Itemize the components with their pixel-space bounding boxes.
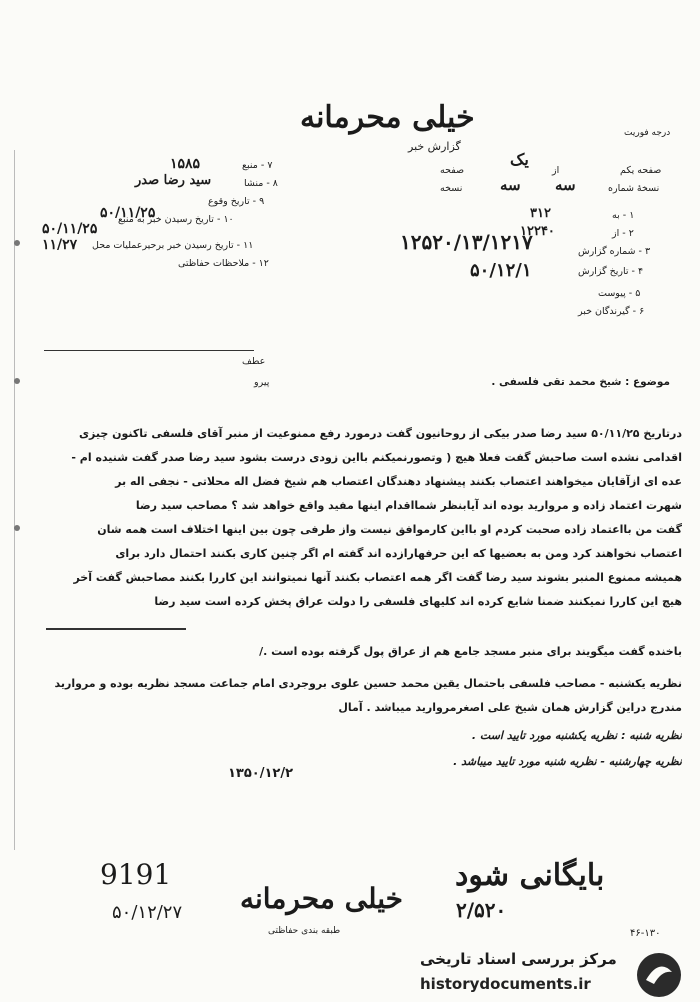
archive-stamp: بایگانی شود	[455, 858, 605, 893]
field-security-notes-label: ۱۲ - ملاحظات حفاظتی	[178, 258, 269, 269]
field-report-date-label: ۴ - تاریخ گزارش	[578, 266, 644, 277]
body-line: اقدامی نشده است صاحبش گفت فعلا هیچ ( وتصورنمیکنم بااین زودی درست بشود سید رضا صدر گفت شنیده ام -	[71, 451, 682, 464]
field-origin-label: ۸ - منشا	[244, 178, 278, 189]
note-line: نظریه یکشنبه - مصاحب فلسفی باحتمال یقین محمد حسین علوی بروجردی امام جماعت مسجد نظریه بوده و مروارید	[54, 677, 682, 690]
body-line: درتاریخ ۵۰/۱۱/۲۵ سید رضا صدر بیکی از روحانیون گفت درمورد رفع ممنوعیت از منبر آقای فلسفی تاکنون چیزی	[78, 427, 682, 440]
field-to-label: ۱ - به	[612, 210, 635, 221]
date-note: ۱۳۵۰/۱۲/۲	[228, 766, 294, 781]
peyro-label: پیرو	[254, 377, 270, 388]
page-value: یک	[510, 150, 529, 169]
field-source-label: ۷ - منبع	[242, 160, 273, 171]
copy-word: نسخه	[440, 183, 463, 194]
file-number: ۲/۵۲۰	[456, 898, 507, 922]
field-recipients-label: ۶ - گیرندگان خبر	[578, 306, 645, 317]
field-received-ops-label: ۱۱ - تاریخ رسیدن خبر برحیرعملیات محل	[92, 240, 254, 251]
field-occurrence-date-label: ۹ - تاریخ وقوع	[208, 196, 265, 207]
field-from-value: ۱۲۲۴۰	[520, 224, 555, 239]
copy-label: نسخهٔ شماره	[608, 183, 660, 194]
note-line: مندرج دراین گزارش همان شیخ علی اصغرمروارید میباشد . آمال	[338, 701, 682, 714]
field-attachment-label: ۵ - پیوست	[598, 288, 641, 299]
hand-date: ۵۰/۱۲/۲۷	[112, 902, 183, 923]
note-line: نظریه شنبه : نظریه یکشنبه مورد تایید است .	[471, 729, 682, 742]
field-source-value: ۱۵۸۵	[170, 156, 201, 172]
body-line: هیچ این کاررا نمیکنند ضمنا شایع کرده اند کلیهای فلسفی را دولت عراق پخش کرده است سید رضا	[154, 595, 682, 608]
body-line: باخنده گفت میگویند برای منبر مسجد جامع هم از عراق پول گرفته بوده است ./	[259, 645, 682, 658]
dash-line	[46, 628, 186, 630]
page-of-label: از	[552, 165, 560, 176]
copy-value: سه	[555, 176, 576, 194]
field-received-source-value: ۵۰/۱۱/۲۵	[42, 221, 98, 237]
priority-label: درجه فوریت	[624, 128, 671, 138]
field-origin-value: سید رضا صدر	[135, 173, 212, 188]
divider	[44, 350, 254, 351]
field-from-label: ۲ - از	[612, 228, 634, 239]
hand-number: 9191	[100, 858, 172, 891]
atf-label: عطف	[242, 356, 266, 367]
body-line: شهرت اعتماد زاده و مروارید بوده اند آیابنظر شمااقدام اینها مفید واقع خواهد شد ؟ مصاحب سید رضا	[135, 499, 682, 512]
page-word: صفحه	[440, 165, 465, 176]
org-name: مرکز بررسی اسناد تاریخی	[420, 950, 617, 968]
punch-hole	[14, 240, 20, 246]
body-line: عده ای ازآقایان میخواهند اعتصاب بکنند پیشنهاد دهندگان اعتصاب هم شیخ فضل اله محلاتی - نجفی اله بر	[115, 475, 682, 488]
title-stamp: خیلی محرمانه	[300, 100, 475, 135]
copy-of-value: سه	[500, 176, 521, 194]
field-report-date-value: ۵۰/۱۲/۱	[470, 260, 532, 281]
body-line: همیشه ممنوع المنبر بشوند سید رضا گفت اگر همه اعتصاب بکنند آنها نمیتوانند این کاررا بکنند مصاحبش گفت آخر	[73, 571, 682, 584]
report-type: گزارش خبر	[408, 140, 461, 153]
field-received-source-label: ۱۰ - تاریخ رسیدن خبر به منبع	[118, 214, 234, 225]
classification-label: طبقه بندی حفاظتی	[268, 926, 341, 936]
field-report-number-label: ۳ - شماره گزارش	[578, 246, 651, 257]
body-line: اعتصاب نخواهند کرد ومن به بعضیها که این حرفهارازده اند گفته ام اگر چنین کاری بکنند احتمال دارد برای	[115, 547, 682, 560]
body-line: گفت من بااعتماد زاده صحبت کردم او بااین کارموافق نیست واز طرفی چون بین اینها اختلاف است همه شان	[97, 523, 682, 536]
field-report-number-value: ۱۲۵۲۰/۱۳/۱۲۱۷	[400, 230, 533, 254]
site-url: historydocuments.ir	[420, 975, 591, 993]
footer-code: ۴۶-۱۳۰	[630, 928, 661, 939]
archive-logo-icon	[630, 950, 688, 1000]
note-line: نظریه چهارشنبه - نظریه شنبه مورد تایید میباشد .	[453, 755, 682, 768]
field-received-ops-value: ۱۱/۲۷	[42, 237, 78, 253]
secret-stamp: خیلی محرمانه	[240, 882, 403, 915]
field-to-value: ۳۱۲	[530, 206, 551, 221]
punch-hole	[14, 378, 20, 384]
field-occurrence-date-value: ۵۰/۱۱/۲۵	[100, 205, 156, 221]
page-label: صفحه یکم	[620, 165, 662, 176]
subject: موضوع : شیخ محمد تقی فلسفی .	[491, 376, 670, 388]
